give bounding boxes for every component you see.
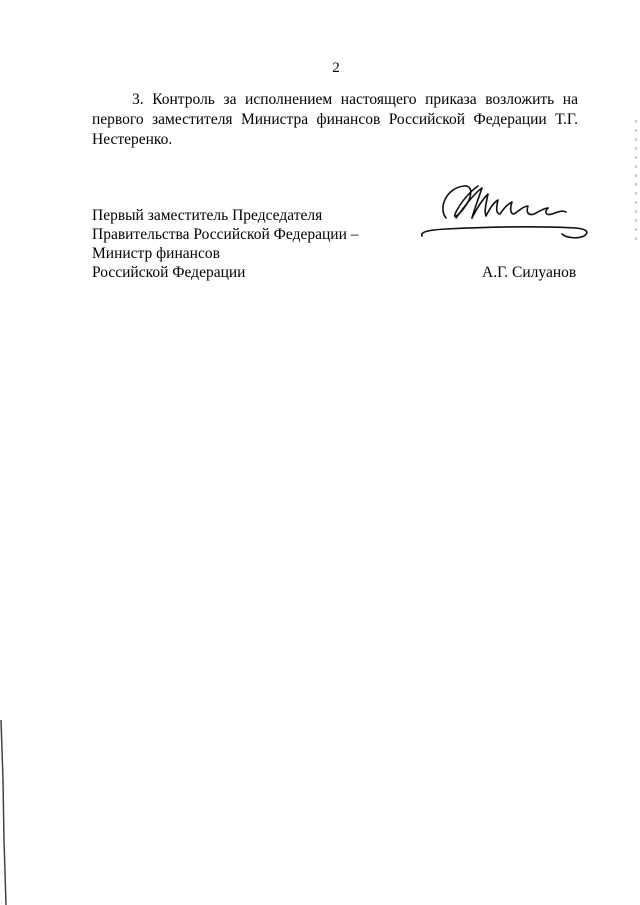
scan-edge-mark bbox=[634, 120, 638, 240]
signatory-title-line: Министр финансов bbox=[92, 245, 220, 262]
page-number: 2 bbox=[332, 60, 340, 76]
order-paragraph bbox=[92, 90, 578, 150]
paragraph-first-line: 3. Контроль за исполнением настоящего приказа возложить на bbox=[132, 91, 578, 108]
signatory-title-line: Правительства Российской Федерации – bbox=[92, 226, 359, 243]
signatory-title-line: Первый заместитель Председателя bbox=[92, 207, 323, 224]
scan-edge-mark bbox=[0, 720, 8, 905]
handwritten-signature bbox=[416, 178, 592, 244]
paragraph-continuation: первого заместителя Министра финансов Российской Федерации Т.Г. Нестеренко. bbox=[92, 111, 578, 148]
signatory-title-line: Российской Федерации bbox=[92, 264, 246, 281]
signer-name: А.Г. Силуанов bbox=[482, 264, 577, 281]
signatory-title bbox=[92, 206, 359, 282]
